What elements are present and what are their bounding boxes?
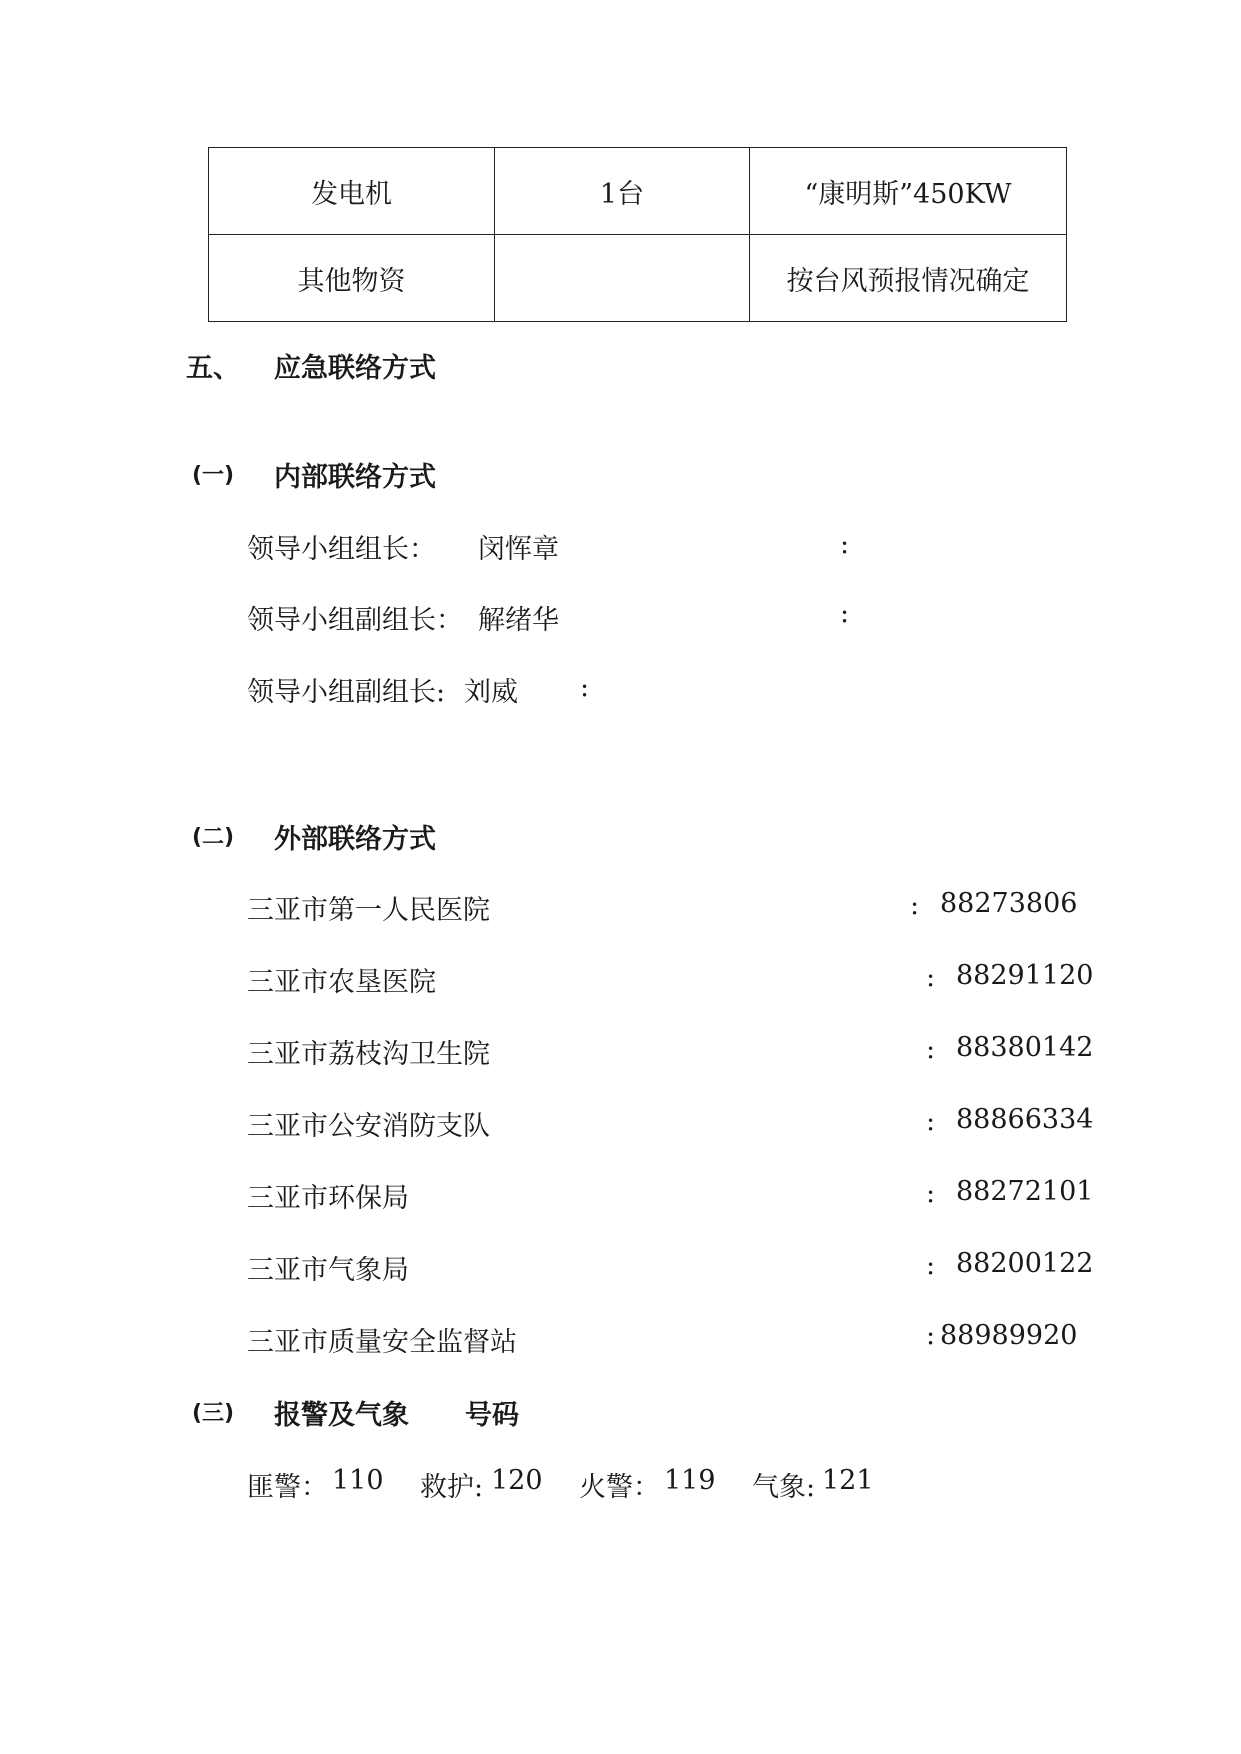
contact-name: 刘威 — [464, 677, 518, 708]
external-contact-name: 三亚市公安消防支队 — [247, 1111, 490, 1142]
subsection-number: (二) — [192, 825, 235, 850]
external-contact-name: 三亚市农垦医院 — [247, 967, 436, 998]
external-contact-colon: : — [926, 1106, 936, 1137]
external-contact-name: 三亚市荔枝沟卫生院 — [247, 1039, 490, 1070]
external-contact-name: 三亚市环保局 — [247, 1183, 409, 1214]
contact-name: 解绪华 — [478, 605, 559, 636]
external-contact-name: 三亚市质量安全监督站 — [247, 1327, 517, 1358]
alarm-number: 110 — [332, 1465, 384, 1496]
alarm-label: 火警： — [579, 1472, 660, 1503]
table-cell-qty: 1台 — [495, 148, 750, 235]
external-contact-phone: 88272101 — [956, 1176, 1094, 1207]
section-title: 应急联络方式 — [274, 353, 436, 384]
section-number: 五、 — [186, 353, 240, 384]
subsection-number: (一) — [192, 463, 235, 488]
subsection-title-suffix: 号码 — [465, 1400, 519, 1431]
equipment-table — [208, 147, 1067, 322]
contact-colon: : — [840, 529, 850, 560]
table-cell-item: 发电机 — [209, 148, 495, 235]
table-cell-note: “康明斯”450KW — [750, 148, 1067, 235]
external-contact-phone: 88866334 — [956, 1104, 1094, 1135]
external-contact-phone: 88200122 — [956, 1248, 1094, 1279]
external-contact-phone: 88291120 — [956, 960, 1094, 991]
external-contact-colon: : — [926, 962, 936, 993]
contact-colon: : — [840, 598, 850, 629]
subsection-number: (三) — [192, 1401, 235, 1426]
contact-role: 领导小组组长： — [247, 534, 436, 565]
external-contact-name: 三亚市气象局 — [247, 1255, 409, 1286]
table-cell-item: 其他物资 — [209, 235, 495, 322]
table-cell-note: 按台风预报情况确定 — [750, 235, 1067, 322]
alarm-number: 121 — [822, 1465, 874, 1496]
table-row — [209, 235, 1067, 322]
external-contact-phone: 88273806 — [940, 888, 1078, 919]
subsection-title: 外部联络方式 — [274, 824, 436, 855]
contact-role: 领导小组副组长： — [247, 605, 463, 636]
external-contact-phone: 88989920 — [940, 1320, 1078, 1351]
alarm-label: 匪警： — [247, 1472, 328, 1503]
external-contact-colon: : — [910, 890, 920, 921]
external-contact-colon: : — [926, 1034, 936, 1065]
external-contact-colon: : — [926, 1320, 936, 1351]
subsection-title: 报警及气象 — [274, 1400, 409, 1431]
alarm-label: 救护: — [420, 1472, 484, 1503]
contact-role: 领导小组副组长: — [247, 677, 446, 708]
table-row — [209, 148, 1067, 235]
subsection-title: 内部联络方式 — [274, 462, 436, 493]
alarm-label: 气象: — [752, 1472, 816, 1503]
external-contact-colon: : — [926, 1250, 936, 1281]
external-contact-colon: : — [926, 1178, 936, 1209]
contact-name: 闵恽章 — [478, 534, 559, 565]
alarm-number: 120 — [491, 1465, 543, 1496]
external-contact-phone: 88380142 — [956, 1032, 1094, 1063]
alarm-number: 119 — [664, 1465, 716, 1496]
table-cell-qty — [495, 235, 750, 322]
external-contact-name: 三亚市第一人民医院 — [247, 895, 490, 926]
contact-colon: : — [580, 672, 590, 703]
